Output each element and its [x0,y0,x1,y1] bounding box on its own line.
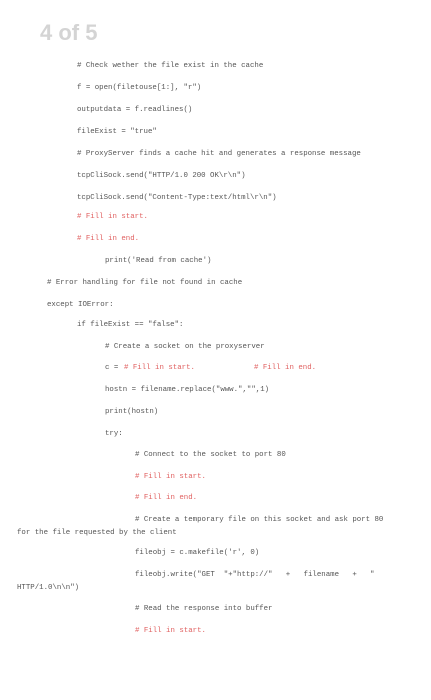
code-comment: # Create a socket on the proxyserver [105,343,265,351]
fill-in-end-marker: # Fill in end. [77,235,140,243]
fill-in-start-marker: # Fill in start. [77,213,148,221]
code-line: print(hostn) [105,408,159,416]
code-line: tcpCliSock.send("HTTP/1.0 200 OK\r\n") [77,172,246,180]
fill-in-start-marker: # Fill in start. [124,364,195,372]
code-line: outputdata = f.readlines() [77,106,193,114]
fill-in-end-marker: # Fill in end. [135,494,198,502]
code-line: f = open(filetouse[1:], "r") [77,84,202,92]
code-comment: # Connect to the socket to port 80 [135,451,286,459]
code-line: fileobj.write("GET "+"http://" + filename + " [135,571,375,579]
code-comment: # Read the response into buffer [135,605,273,613]
fill-in-start-marker: # Fill in start. [135,627,206,635]
code-comment: for the file requested by the client [17,529,177,537]
code-comment: # Create a temporary file on this socket and ask port 80 [135,516,384,524]
page-number: 4 of 5 [40,20,98,45]
fill-in-start-marker: # Fill in start. [135,473,206,481]
code-comment: # Error handling for file not found in cache [47,279,243,287]
code-line: if fileExist == "false": [77,321,184,329]
fill-in-end-marker: # Fill in end. [254,364,317,372]
code-line: hostn = filename.replace("www.","",1) [105,386,270,394]
code-line: fileobj = c.makefile('r', 0) [135,549,260,557]
code-line: fileExist = "true" [77,128,157,136]
code-line: try: [105,430,123,438]
code-line: tcpCliSock.send("Content-Type:text/html\r\n") [77,194,277,202]
code-line: HTTP/1.0\n\n") [17,584,80,592]
code-comment: # Check wether the file exist in the cache [77,62,264,70]
code-line: print('Read from cache') [105,257,212,265]
code-line: except IOError: [47,301,114,309]
code-comment: # ProxyServer finds a cache hit and generates a response message [77,150,361,158]
code-line: c = [105,364,123,372]
